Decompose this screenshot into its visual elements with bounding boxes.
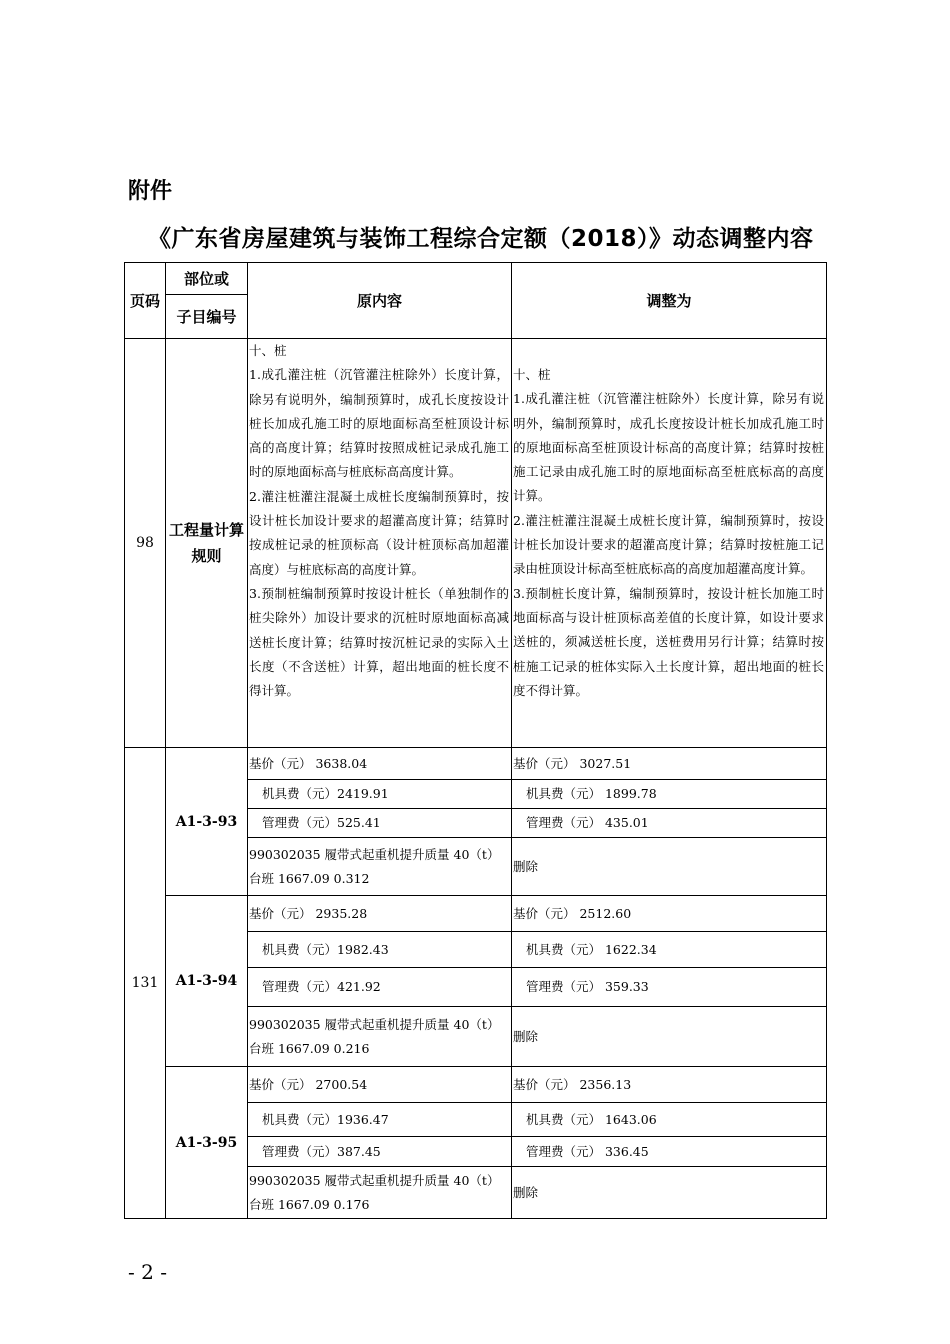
- adjusted-para: 十、桩: [513, 367, 551, 382]
- orig-crane-item: 990302035 履带式起重机提升质量 40（t）台班 1667.09 0.312: [248, 838, 512, 896]
- item-code: A1-3-95: [166, 1067, 248, 1219]
- orig-management-fee: 管理费（元）387.45: [248, 1137, 512, 1167]
- section1-original: [248, 339, 512, 748]
- orig-base-price: 基价（元） 2700.54: [248, 1067, 512, 1103]
- document-title: 《广东省房屋建筑与装饰工程综合定额（2018）》动态调整内容: [148, 226, 814, 252]
- adj-base-price: 基价（元） 2356.13: [512, 1067, 827, 1103]
- adj-crane-item: 删除: [512, 838, 827, 896]
- header-part-bottom: 子目编号: [166, 295, 248, 339]
- page-number: - 2 -: [128, 1260, 167, 1284]
- header-part-top: 部位或: [166, 263, 248, 295]
- section2-page: 131: [125, 748, 166, 1219]
- adj-base-price: 基价（元） 3027.51: [512, 748, 827, 780]
- orig-machine-fee: 机具费（元）2419.91: [248, 780, 512, 809]
- section1-adjusted: [512, 339, 827, 748]
- adj-management-fee: 管理费（元） 336.45: [512, 1137, 827, 1167]
- orig-management-fee: 管理费（元）421.92: [248, 968, 512, 1007]
- header-original: 原内容: [248, 263, 512, 339]
- adj-management-fee: 管理费（元） 435.01: [512, 809, 827, 838]
- adj-machine-fee: 机具费（元） 1622.34: [512, 932, 827, 968]
- adj-crane-item: 删除: [512, 1007, 827, 1067]
- orig-base-price: 基价（元） 3638.04: [248, 748, 512, 780]
- adjustment-table: [124, 262, 827, 1219]
- original-para: 2.灌注桩灌注混凝土成桩长度编制预算时，按设计桩长加设计要求的超灌高度计算；结算时按成桩记录的桩顶标高（设计桩顶标高加超灌高度）与桩底标高的高度计算。: [249, 488, 509, 577]
- header-page: 页码: [125, 263, 166, 339]
- adjusted-para: 1.成孔灌注桩（沉管灌注桩除外）长度计算，除另有说明外，编制预算时，成孔长度按设计桩长加成孔施工时的原地面标高至桩顶设计标高的高度计算；结算时按桩施工记录由成孔施工时的原地面标高至桩底标高的高度计算。: [513, 391, 824, 504]
- adj-crane-item: 删除: [512, 1167, 827, 1219]
- header-adjusted: 调整为: [512, 263, 827, 339]
- orig-crane-item: 990302035 履带式起重机提升质量 40（t）台班 1667.09 0.176: [248, 1167, 512, 1219]
- original-para: 1.成孔灌注桩（沉管灌注桩除外）长度计算，除另有说明外，编制预算时，成孔长度按设计桩长加成孔施工时的原地面标高至桩顶设计标高的高度计算；结算时按照成桩记录成孔施工时的原地面标高与桩底标高高度计算。: [249, 367, 509, 480]
- adj-management-fee: 管理费（元） 359.33: [512, 968, 827, 1007]
- adj-machine-fee: 机具费（元） 1643.06: [512, 1103, 827, 1137]
- original-para: 3.预制桩编制预算时按设计桩长（单独制作的桩尖除外）加设计要求的沉桩时原地面标高减送桩长度计算；结算时按沉桩记录的实际入土长度（不含送桩）计算，超出地面的桩长度不得计算。: [249, 585, 509, 699]
- item-code: A1-3-94: [166, 896, 248, 1067]
- adjusted-para: 3.预制桩长度计算，编制预算时，按设计桩长加施工时地面标高与设计桩顶标高差值的长度计算，如设计要求送桩的，须减送桩长度，送桩费用另行计算；结算时按桩施工记录的桩体实际入土长度计算，超出地面的桩长度不得计算。: [513, 585, 824, 698]
- original-para: 十、桩: [249, 343, 287, 358]
- adjusted-para: 2.灌注桩灌注混凝土成桩长度计算，编制预算时，按设计桩长加设计要求的超灌高度计算；结算时按桩施工记录由桩顶设计标高至桩底标高的高度加超灌高度计算。: [513, 512, 824, 577]
- orig-base-price: 基价（元） 2935.28: [248, 896, 512, 932]
- item-code: A1-3-93: [166, 748, 248, 896]
- section1-page: 98: [125, 339, 166, 748]
- orig-machine-fee: 机具费（元）1936.47: [248, 1103, 512, 1137]
- section1-part: 工程量计算规则: [166, 339, 248, 748]
- adj-base-price: 基价（元） 2512.60: [512, 896, 827, 932]
- adj-machine-fee: 机具费（元） 1899.78: [512, 780, 827, 809]
- orig-crane-item: 990302035 履带式起重机提升质量 40（t）台班 1667.09 0.216: [248, 1007, 512, 1067]
- attachment-label: 附件: [128, 179, 173, 204]
- orig-machine-fee: 机具费（元）1982.43: [248, 932, 512, 968]
- orig-management-fee: 管理费（元）525.41: [248, 809, 512, 838]
